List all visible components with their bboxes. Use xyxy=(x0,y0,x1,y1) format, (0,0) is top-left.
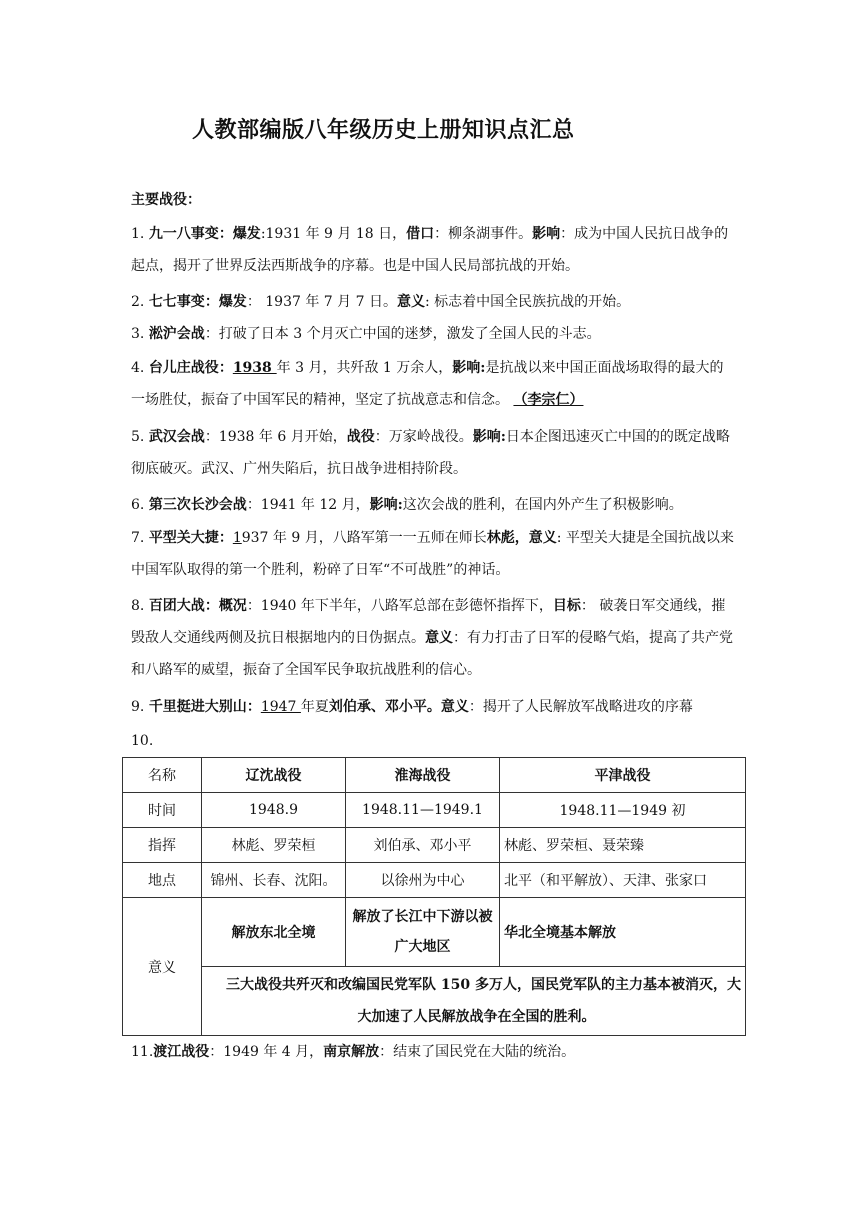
table-row xyxy=(123,828,746,863)
table-header-cell: 平津战役 xyxy=(500,758,746,793)
item-10: 10. xyxy=(131,733,154,749)
item-4: 4. 台儿庄战役：1938 年 3 月，共歼敌 1 万余人，影响:是抗战以来中国正面战场取得的最大的一场胜仗，振奋了中国军民的精神，坚定了抗战意志和信念。 （李宗仁） xyxy=(131,360,724,408)
table-row xyxy=(123,898,746,967)
table-row xyxy=(123,863,746,898)
row-label: 时间 xyxy=(123,793,202,828)
item-8: 8. 百团大战：概况：1940 年下半年，八路军总部在彭德怀指挥下，目标： 破袭日军交通线，摧毁敌人交通线两侧及抗日根据地内的日伪据点。意义：有力打击了日军的侵略气焰，提高了共产党和八路军的威望，振奋了全国军民争取抗战胜利的信心。 xyxy=(131,598,733,678)
item-3: 3. 淞沪会战：打破了日本 3 个月灭亡中国的迷梦，激发了全国人民的斗志。 xyxy=(131,326,601,342)
table-cell: 华北全境基本解放 xyxy=(500,898,746,967)
item-9: 9. 千里挺进大别山：1947 年夏刘伯承、邓小平。意义：揭开了人民解放军战略进攻的序幕 xyxy=(131,699,693,715)
table-cell: 1948.11—1949.1 xyxy=(346,793,500,828)
table-cell: 以徐州为中心 xyxy=(346,863,500,898)
table-cell: 解放了长江中下游以被广大地区 xyxy=(346,898,500,967)
item-7: 7. 平型关大捷：1937 年 9 月，八路军第一一五师在师长林彪，意义: 平型关大捷是全国抗战以来中国军队取得的第一个胜利，粉碎了日军“不可战胜”的神话。 xyxy=(131,530,734,578)
item-5: 5. 武汉会战：1938 年 6 月开始，战役：万家岭战役。影响:日本企图迅速灭亡中国的的既定战略彻底破灭。武汉、广州失陷后，抗日战争进相持阶段。 xyxy=(131,429,730,477)
table-header-cell: 名称 xyxy=(123,758,202,793)
table-row xyxy=(123,967,746,1036)
row-label: 指挥 xyxy=(123,828,202,863)
table-cell: 锦州、长春、沈阳。 xyxy=(202,863,346,898)
table-cell: 1948.11—1949 初 xyxy=(500,793,746,828)
table-cell: 北平（和平解放）、天津、张家口 xyxy=(500,863,746,898)
item-6: 6. 第三次长沙会战：1941 年 12 月，影响:这次会战的胜利，在国内外产生了积极影响。 xyxy=(131,497,683,513)
table-cell: 林彪、罗荣桓、聂荣臻 xyxy=(500,828,746,863)
table-cell: 1948.9 xyxy=(202,793,346,828)
table-cell: 林彪、罗荣桓 xyxy=(202,828,346,863)
row-label: 意义 xyxy=(123,898,202,1036)
page-title: 人教部编版八年级历史上册知识点汇总 xyxy=(192,118,575,143)
table-header-cell: 辽沈战役 xyxy=(202,758,346,793)
table-header-row xyxy=(123,758,746,793)
item-11: 11.渡江战役：1949 年 4 月，南京解放：结束了国民党在大陆的统治。 xyxy=(131,1044,576,1060)
campaigns-table xyxy=(122,757,746,1036)
row-label: 地点 xyxy=(123,863,202,898)
commander-note: （李宗仁） xyxy=(513,392,584,408)
item-2: 2. 七七事变：爆发： 1937 年 7 月 7 日。意义: 标志着中国全民族抗战的开始。 xyxy=(131,294,631,310)
table-cell: 解放东北全境 xyxy=(202,898,346,967)
table-row xyxy=(123,793,746,828)
significance-summary: 三大战役共歼灭和改编国民党军队 150 多万人，国民党军队的主力基本被消灭，大大加速了人民解放战争在全国的胜利。 xyxy=(202,967,746,1036)
item-1: 1. 九一八事变：爆发:1931 年 9 月 18 日，借口：柳条湖事件。影响：成为中国人民抗日战争的起点，揭开了世界反法西斯战争的序幕。也是中国人民局部抗战的开始。 xyxy=(131,226,729,274)
section-title: 主要战役： xyxy=(131,192,201,208)
table-cell: 刘伯承、邓小平 xyxy=(346,828,500,863)
table-header-cell: 淮海战役 xyxy=(346,758,500,793)
